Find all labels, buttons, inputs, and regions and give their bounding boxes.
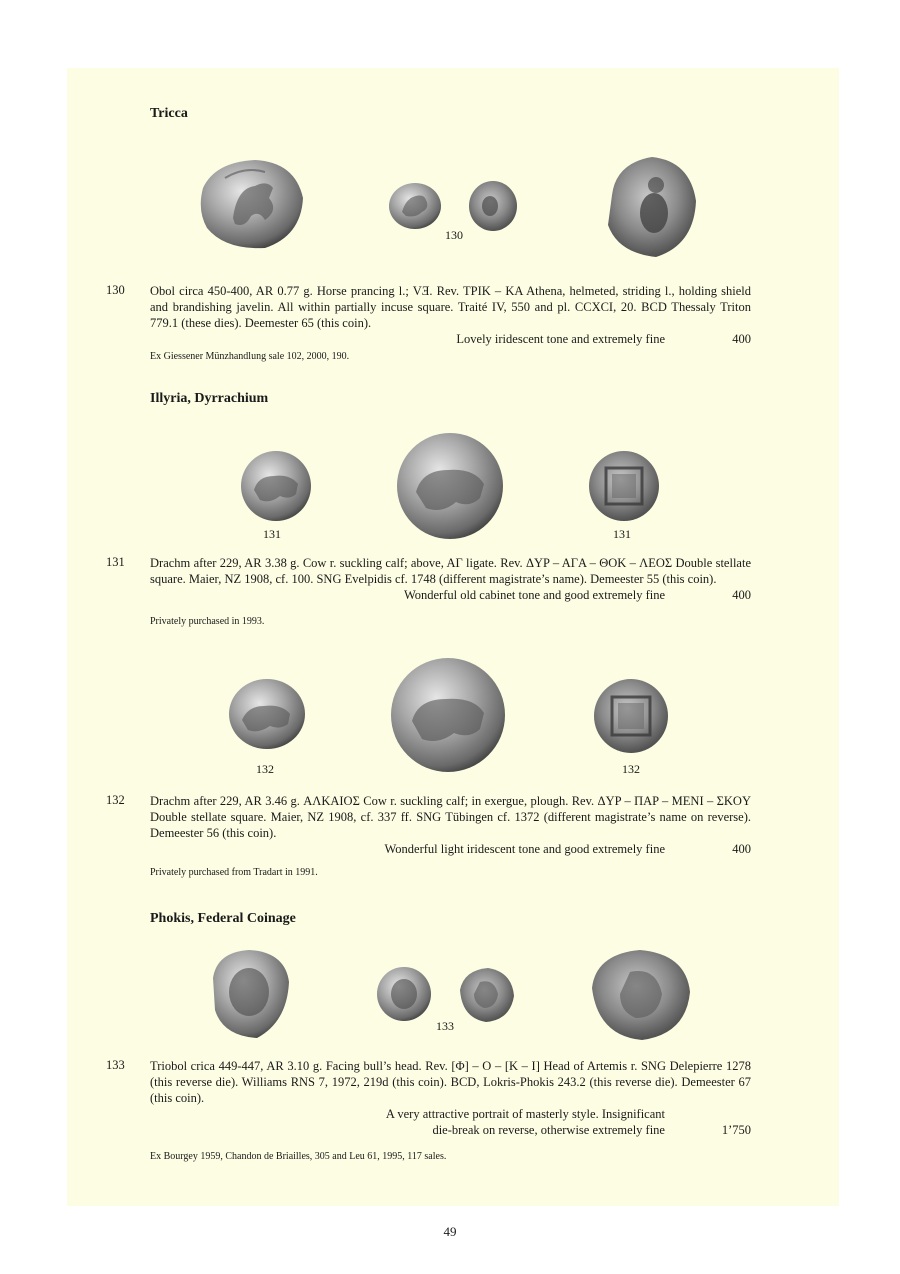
section-heading-tricca: Tricca [150,106,188,121]
lot-provenance-131: Privately purchased in 1993. [150,616,265,627]
lot-number-130: 130 [106,283,125,297]
lot-condition-133-line1: A very attractive portrait of masterly style. Insignificant [385,1107,665,1121]
lot-provenance-133: Ex Bourgey 1959, Chandon de Briailles, 305 and Leu 61, 1995, 117 sales. [150,1151,447,1162]
coin-133-reverse-enlarged [586,948,694,1042]
lot-description-130: Obol circa 450-400, AR 0.77 g. Horse prancing l.; VƎ. Rev. TPIK – KA Athena, helmeted, striding l., holding shield and brandishing javelin. All within partially incuse square. Traité IV, 550 and pl. CCXCI, 20. BCD Thessaly Triton 779.1 (these dies). Deemester 65 (this coin). [150,284,751,330]
coin-130-reverse [468,180,518,232]
coin-label-132-left: 132 [256,762,274,776]
section-heading-phokis: Phokis, Federal Coinage [150,911,296,926]
coin-label-131-right: 131 [613,527,631,541]
lot-price-131: 400 [732,588,751,602]
lot-price-133: 1’750 [721,1123,751,1137]
coin-133-obverse-enlarged [207,948,291,1042]
coin-132-obverse-enlarged [390,657,506,773]
lot-condition-131: Wonderful old cabinet tone and good extremely fine [403,588,665,602]
coin-130-reverse-enlarged [602,155,698,259]
lot-condition-130: Lovely iridescent tone and extremely fine [456,332,665,346]
coin-131-obverse [240,450,312,522]
lot-number-131: 131 [106,555,125,569]
lot-provenance-130: Ex Giessener Münzhandlung sale 102, 2000, 190. [150,351,350,362]
lot-condition-133-line2: die-break on reverse, otherwise extremely fine [432,1123,665,1137]
lot-price-130: 400 [732,332,751,346]
page-number: 49 [443,1224,457,1239]
section-heading-illyria-dyrrachium: Illyria, Dyrrachium [150,391,269,406]
coin-label-132-right: 132 [622,762,640,776]
coin-133-obverse [376,966,432,1022]
coin-131-reverse [588,450,660,522]
lot-description-132: Drachm after 229, AR 3.46 g. ΑΛΚΑΙΟΣ Cow r. suckling calf; in exergue, plough. Rev. ΔYP – ΠAP – MENI – ΣKOY Double stellate square. Maier, NZ 1908, cf. 337 ff. SNG Tübingen cf. 1372 (different magistrate’s name on reverse). Demeester 56 (this coin). [150,794,751,840]
coin-133-reverse [456,966,516,1024]
coin-132-reverse [593,678,669,754]
lot-price-132: 400 [732,842,751,856]
lot-description-131: Drachm after 229, AR 3.38 g. Cow r. suckling calf; above, AΓ ligate. Rev. ΔYP – AΓA – ΘOK – ΛEOΣ Double stellate square. Maier, NZ 1908, cf. 100. SNG Evelpidis cf. 1748 (different magistrate’s name). Demeester 55 (this coin). [150,556,751,586]
coin-130-obverse [388,182,442,230]
lot-provenance-132: Privately purchased from Tradart in 1991. [150,867,318,878]
coin-131-obverse-enlarged [396,432,504,540]
coin-132-obverse [228,678,306,750]
coin-label-130: 130 [445,228,463,242]
lot-number-133: 133 [106,1058,125,1072]
lot-description-133: Triobol crica 449-447, AR 3.10 g. Facing bull’s head. Rev. [Φ] – O – [K – I] Head of Artemis r. SNG Delepierre 1278 (this reverse die). Williams RNS 7, 1972, 219d (this coin). BCD, Lokris-Phokis 243.2 (this reverse die). Demeester 67 (this coin). [150,1059,751,1105]
lot-number-132: 132 [106,793,125,807]
coin-label-133: 133 [436,1019,454,1033]
coin-label-131-left: 131 [263,527,281,541]
lot-condition-132: Wonderful light iridescent tone and good extremely fine [384,842,665,856]
coin-130-obverse-enlarged [195,158,305,250]
